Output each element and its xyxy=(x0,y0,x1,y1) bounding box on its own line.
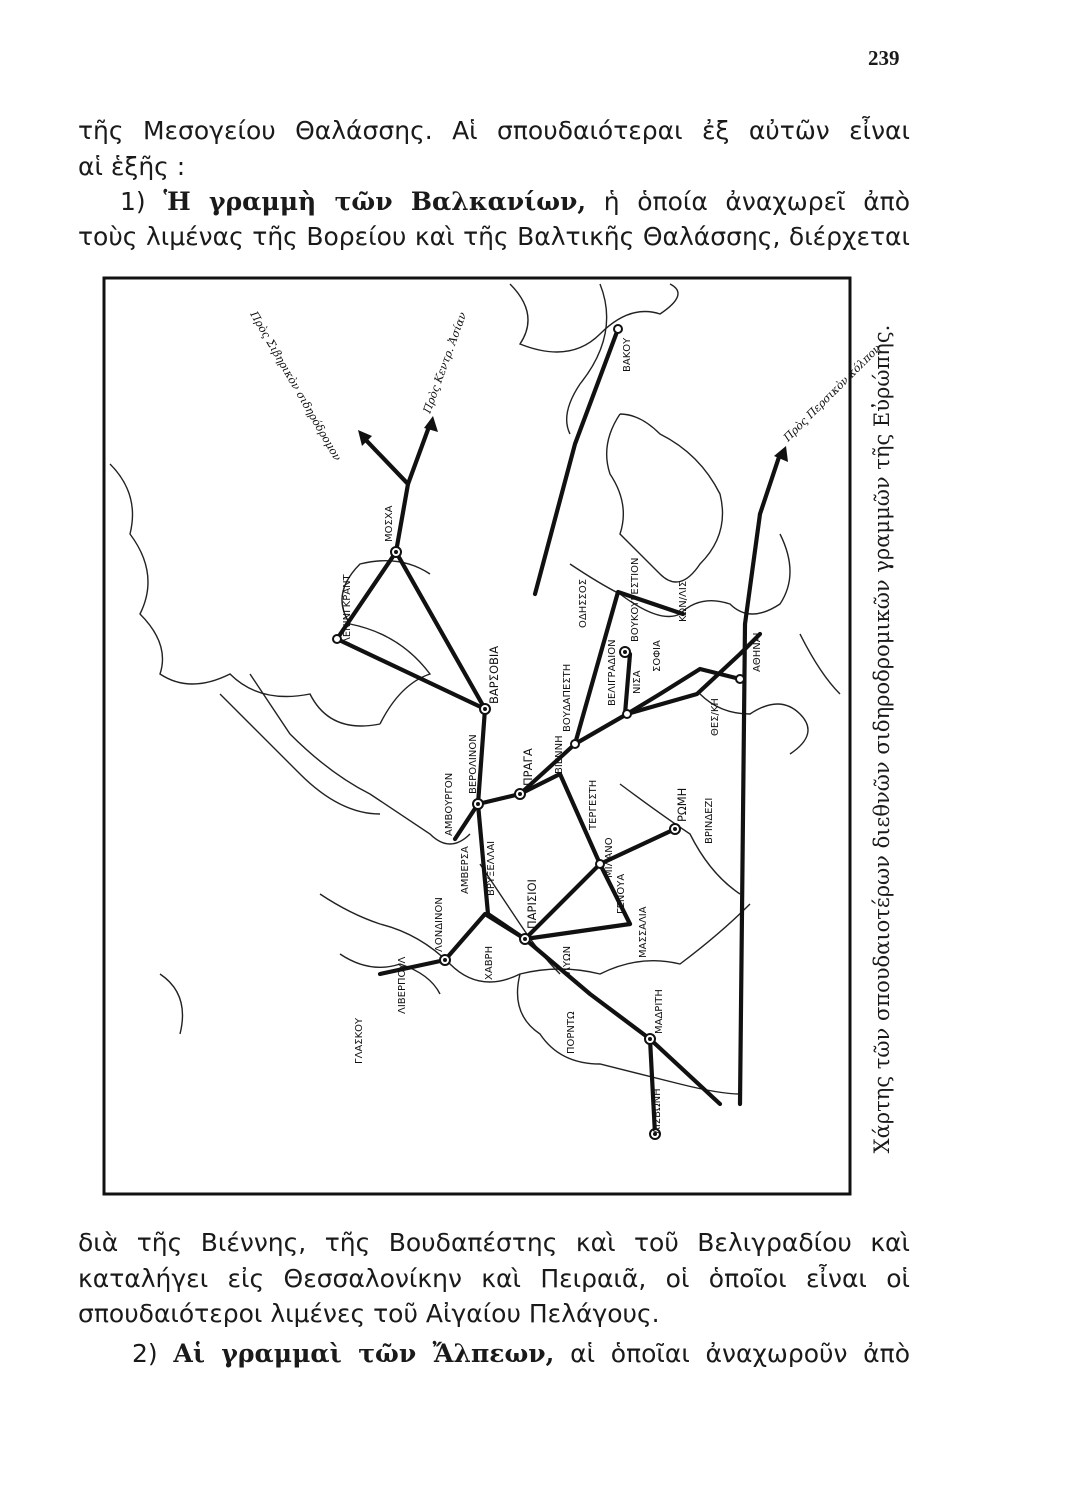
section-2-rest: αἱ ὁποῖαι ἀναχωροῦν ἀπὸ xyxy=(570,1339,911,1368)
label-moscow: ΜΟΣΧΑ xyxy=(384,505,395,542)
label-prague: ΠΡΑΓΑ xyxy=(521,748,535,786)
coast-iberia xyxy=(518,974,741,1094)
line-to-baku xyxy=(535,329,618,594)
section-2-heading-line xyxy=(132,1339,910,1369)
section-1-number: 1) xyxy=(120,187,146,216)
station-belgrade xyxy=(623,710,631,718)
line-paris-madrid-south xyxy=(525,939,720,1104)
direction-labels xyxy=(247,308,883,463)
label-vienna: ΒΙΕΝΝΗ xyxy=(554,735,565,774)
label-hamburg: ΑΜΒΟΥΡΓΟΝ xyxy=(444,772,455,836)
station-paris-dot xyxy=(523,937,527,941)
section-2-number: 2) xyxy=(132,1339,158,1368)
label-porto: ΠΟΡΝΤΩ xyxy=(566,1011,577,1054)
station-rome-dot xyxy=(673,827,677,831)
body-text-line: αἱ ἑξῆς : xyxy=(78,152,186,181)
line-to-persian-gulf-arrow xyxy=(760,454,780,514)
label-genoa: ΓΕΝΟΥΑ xyxy=(616,873,627,914)
label-baku: ΒΑΚΟΥ xyxy=(622,337,633,372)
station-milan xyxy=(596,860,604,868)
label-belgrade: ΒΕΛΙΓΡΑΔΙΟΝ xyxy=(607,639,618,706)
label-london: ΛΟΝΔΙΝΟΝ xyxy=(434,897,445,952)
label-rome: ΡΩΜΗ xyxy=(675,787,689,822)
section-2-title: Αἱ γραμμαὶ τῶν Ἄλπεων, xyxy=(173,1339,555,1368)
coast-caspian xyxy=(607,414,723,582)
label-lyon: ΛΥΩΝ xyxy=(562,945,573,974)
label-berlin: ΒΕΡΟΛΙΝΟΝ xyxy=(468,734,479,794)
station-prague-dot xyxy=(518,792,522,796)
line-paris-genoa xyxy=(525,924,630,939)
station-london-dot xyxy=(443,958,447,962)
label-lisbon: ΛΙΣΒΩΝΗ xyxy=(652,1088,663,1134)
map-caption: Χάρτης τῶν σπουδαιοτέρων διεθνῶν σιδηροδρομικῶν γραμμῶν τῆς Εὐρώπης. xyxy=(870,324,894,1154)
label-athens: ΑΘΗΝΑΙ xyxy=(752,632,763,672)
city-labels xyxy=(342,337,763,1134)
label-brindisi: ΒΡΙΝΔΕΖΙ xyxy=(704,797,715,844)
label-nis: ΝΙΣΑ xyxy=(632,670,643,694)
map-caption-holder xyxy=(862,318,902,1160)
page-number: 239 xyxy=(868,46,900,70)
label-paris: ΠΑΡΙΣΙΟΙ xyxy=(525,879,539,929)
line-persian-gulf xyxy=(740,514,760,1104)
section-1-title: Ἡ γραμμὴ τῶν Βαλκανίων, xyxy=(163,187,587,216)
label-sofia: ΣΟΦΙΑ xyxy=(652,640,663,672)
coast-sweden xyxy=(220,694,380,814)
station-warsaw-dot xyxy=(483,707,487,711)
label-antwerp: ΑΜΒΕΡΣΑ xyxy=(460,846,471,894)
station-budapest xyxy=(571,740,579,748)
coast-britain xyxy=(340,954,440,994)
label-constantinople: ΚΩΝ/ΛΙΣ xyxy=(678,580,689,622)
label-le-havre: ΧΑΒΡΗ xyxy=(484,945,495,980)
label-trieste: ΤΕΡΓΕΣΤΗ xyxy=(588,779,599,830)
section-1-heading-line xyxy=(120,187,910,217)
label-liverpool: ΛΙΒΕΡΠΟΥΛ xyxy=(397,956,408,1014)
label-madrid: ΜΑΔΡΙΤΗ xyxy=(654,989,665,1034)
label-leningrad: ΛΕΝΙΝΓΚΡΑΝΤ xyxy=(342,574,353,644)
label-bucharest: ΒΟΥΚΟΥΡΕΣΤΙΟΝ xyxy=(630,557,641,642)
section-1-rest: ἡ ὁποία ἀναχωρεῖ ἀπὸ xyxy=(603,187,911,216)
coast-north xyxy=(510,284,678,352)
label-thessaloniki: ΘΕΣ/ΚΗ xyxy=(710,698,721,736)
label-marseille: ΜΑΣΣΑΛΙΑ xyxy=(638,906,649,958)
body-text-line: διὰ τῆς Βιέννης, τῆς Βουδαπέστης καὶ τοῦ Βελιγραδίου καὶ xyxy=(78,1228,910,1257)
label-budapest: ΒΟΥΔΑΠΕΣΤΗ xyxy=(562,663,573,732)
line-leningrad-moscow-warsaw xyxy=(337,552,485,709)
label-to-persian-gulf: Πρὸς Περσικὸν κόλπον xyxy=(780,341,884,445)
label-brussels: ΒΡΥΞΕΛΛΑΙ xyxy=(486,840,497,896)
coast-scandinavia-west xyxy=(110,464,380,726)
station-berlin-dot xyxy=(476,802,480,806)
coast-iceland xyxy=(160,974,183,1034)
label-odessa: ΟΔΗΣΣΟΣ xyxy=(578,578,589,628)
label-warsaw: ΒΑΡΣΟΒΙΑ xyxy=(487,645,501,704)
line-belgrade-bucharest xyxy=(625,654,630,714)
body-text-line: τῆς Μεσογείου Θαλάσσης. Αἱ σπουδαιότεραι ἐξ αὐτῶν εἶναι xyxy=(78,116,910,145)
station-athens xyxy=(736,675,744,683)
coast-baltic xyxy=(250,674,470,844)
station-moscow-dot xyxy=(394,550,398,554)
label-milan: ΜΙΛΑΝΟ xyxy=(604,837,615,878)
station-bucharest-dot xyxy=(623,650,627,654)
body-text-line: τοὺς λιμένας τῆς Βορείου καὶ τῆς Βαλτικῆς Θαλάσσης, διέρχεται xyxy=(78,222,910,251)
label-to-central-asia: Πρὸς Κεντρ. Ἀσίαν xyxy=(420,310,470,416)
body-text-line: καταλήγει εἰς Θεσσαλονίκην καὶ Πειραιᾶ, οἱ ὁποῖοι εἶναι οἱ xyxy=(78,1264,910,1293)
body-text-line: σπουδαιότεροι λιμένες τοῦ Αἰγαίου Πελάγους. xyxy=(78,1299,660,1328)
label-to-siberia: Πρὸς Σιβηρικὸν σιδηρόδρομον xyxy=(247,309,344,464)
coast-asia-minor xyxy=(800,634,840,694)
label-glasgow: ΓΛΑΣΚΟΥ xyxy=(354,1017,365,1064)
line-moscow-central-asia xyxy=(408,424,430,484)
station-leningrad xyxy=(333,635,341,643)
station-baku xyxy=(614,325,622,333)
station-madrid-dot xyxy=(648,1037,652,1041)
